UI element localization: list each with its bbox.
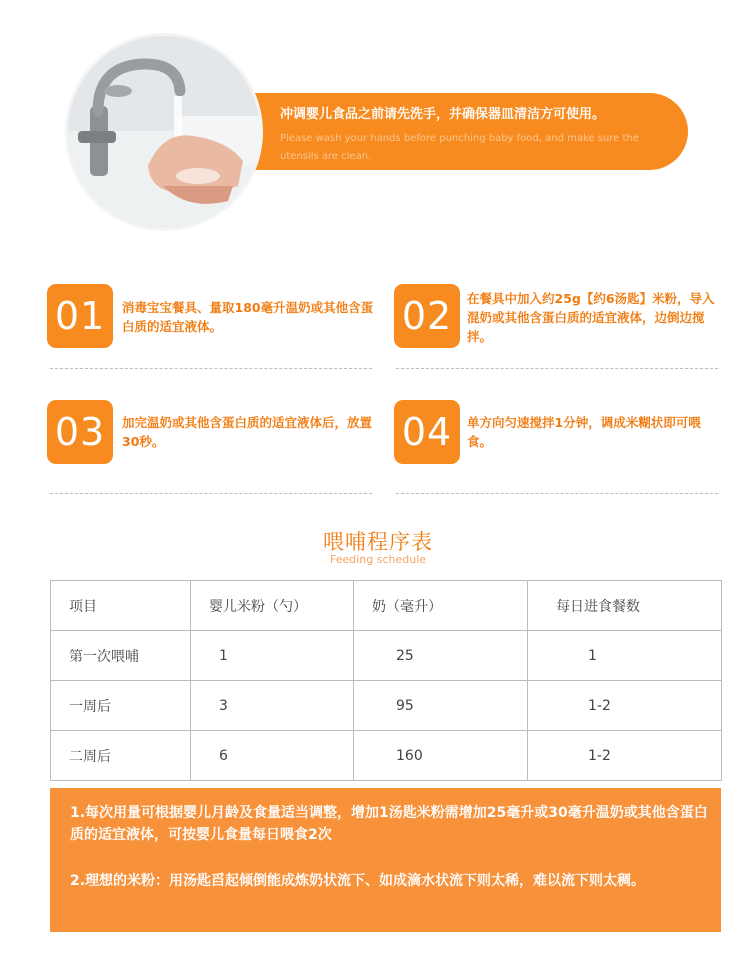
divider xyxy=(396,368,718,369)
faucet-illustration xyxy=(68,36,260,228)
step-number-badge: 04 xyxy=(394,400,460,464)
schedule-title: 喂哺程序表 xyxy=(323,530,433,554)
table-cell: 一周后 xyxy=(51,681,191,731)
table-cell: 160 xyxy=(354,731,528,781)
table-header-row xyxy=(51,581,722,631)
table-cell: 25 xyxy=(354,631,528,681)
column-header: 项目 xyxy=(51,581,191,631)
note-item: 1.每次用量可根据婴儿月龄及食量适当调整，增加1汤匙米粉需增加25毫升或30毫升温奶或其他含蛋白质的适宜液体，可按婴儿食量每日喂食2次 xyxy=(70,805,708,843)
table-cell: 3 xyxy=(191,681,354,731)
table-row xyxy=(51,681,722,731)
table-cell: 6 xyxy=(191,731,354,781)
hand-washing-photo xyxy=(68,36,260,228)
step-number-badge: 03 xyxy=(47,400,113,464)
hero-text-chinese: 冲调婴儿食品之前请先洗手，并确保器皿清洁方可使用。 xyxy=(280,107,606,122)
step-text: 单方向匀速搅拌1分钟，调成米糊状即可喂食。 xyxy=(467,415,701,449)
column-header: 每日进食餐数 xyxy=(528,581,722,631)
step-text: 加完温奶或其他含蛋白质的适宜液体后，放置30秒。 xyxy=(122,415,373,449)
table-cell: 二周后 xyxy=(51,731,191,781)
table-row xyxy=(51,631,722,681)
table-cell: 1-2 xyxy=(528,731,722,781)
column-header: 婴儿米粉（勺） xyxy=(191,581,354,631)
divider xyxy=(50,368,372,369)
table-cell: 第一次喂哺 xyxy=(51,631,191,681)
feeding-schedule-table xyxy=(50,580,722,781)
divider xyxy=(396,493,718,494)
step-text: 在餐具中加入约25g【约6汤匙】米粉，导入混奶或其他含蛋白质的适宜液体，边倒边搅拌。 xyxy=(467,291,715,344)
step-number-badge: 01 xyxy=(47,284,113,348)
step-text: 消毒宝宝餐具、量取180毫升温奶或其他含蛋白质的适宜液体。 xyxy=(122,300,374,334)
schedule-subtitle: Feeding schedule xyxy=(329,553,427,566)
table-cell: 95 xyxy=(354,681,528,731)
note-item: 2.理想的米粉：用汤匙舀起倾倒能成炼奶状流下、如成滴水状流下则太稀，难以流下则太稠。 xyxy=(70,873,646,889)
divider xyxy=(50,493,372,494)
table-cell: 1 xyxy=(191,631,354,681)
column-header: 奶（毫升） xyxy=(354,581,528,631)
table-cell: 1-2 xyxy=(528,681,722,731)
table-row xyxy=(51,731,722,781)
table-cell: 1 xyxy=(528,631,722,681)
hero-text-english: Please wash your hands before punching baby food, and make sure the utensils are clean. xyxy=(280,133,639,162)
step-number-badge: 02 xyxy=(394,284,460,348)
